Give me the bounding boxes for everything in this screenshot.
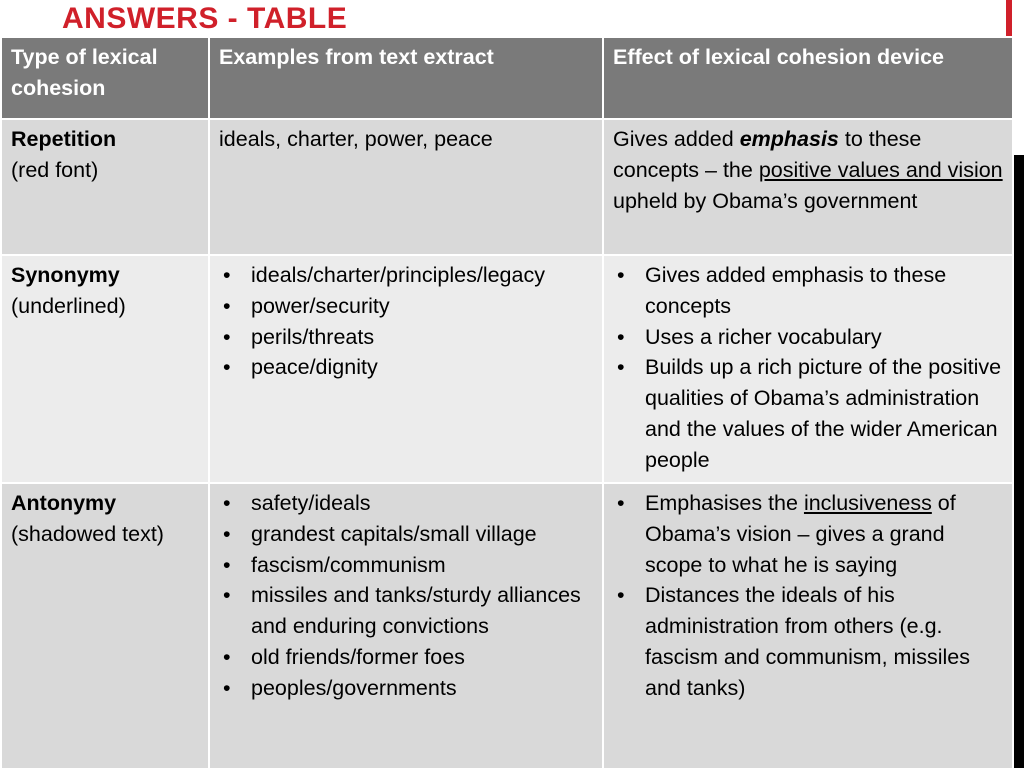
effect-text: Gives added xyxy=(613,127,740,151)
effect-text: Emphasises the xyxy=(645,491,804,515)
cell-effect-synonymy xyxy=(603,255,1013,483)
effect-text: to these concepts – the xyxy=(613,127,922,182)
list-item: • Uses a richer vocabulary xyxy=(613,322,1003,353)
type-name: Synonymy xyxy=(11,263,120,287)
type-note: (underlined) xyxy=(11,293,126,318)
cell-examples-synonymy xyxy=(209,255,603,483)
effects-list xyxy=(613,488,1003,704)
table-row-repetition xyxy=(1,119,1013,255)
effect-text: of Obama’s vision – gives a grand scope to what he is saying xyxy=(645,491,956,577)
lexical-cohesion-table xyxy=(0,36,1014,768)
list-item: • power/security xyxy=(219,291,593,322)
cell-type-antonymy xyxy=(1,483,209,768)
underlined-phrase: positive values and vision xyxy=(758,157,1003,182)
header-type: Type of lexical cohesion xyxy=(1,37,209,119)
list-item: • Distances the ideals of his administration from others (e.g. fascism and communism, missiles and tanks) xyxy=(613,580,1003,703)
type-name: Repetition xyxy=(11,127,117,151)
emphasis-word: emphasis xyxy=(739,127,839,151)
cell-examples-antonymy xyxy=(209,483,603,768)
cell-type-repetition xyxy=(1,119,209,255)
table-header-row xyxy=(1,37,1013,119)
list-item: • peace/dignity xyxy=(219,352,593,383)
examples-text: ideals, charter, power, peace xyxy=(219,127,493,151)
table-row-synonymy xyxy=(1,255,1013,483)
list-item: • Builds up a rich picture of the positive qualities of Obama’s administration and the values of the wider American people xyxy=(613,352,1003,475)
header-examples: Examples from text extract xyxy=(209,37,603,119)
page-title: ANSWERS - TABLE xyxy=(62,2,348,35)
examples-list xyxy=(219,488,593,704)
type-note: (shadowed text) xyxy=(11,521,164,546)
list-item xyxy=(613,488,1003,580)
list-item: • grandest capitals/small village xyxy=(219,519,593,550)
cell-effect-repetition xyxy=(603,119,1013,255)
underlined-phrase: inclusiveness xyxy=(803,491,932,515)
type-name: Antonymy xyxy=(11,491,117,515)
list-item: • missiles and tanks/sturdy alliances and enduring convictions xyxy=(219,580,593,642)
header-effect: Effect of lexical cohesion device xyxy=(603,37,1013,119)
effects-list xyxy=(613,260,1003,476)
cell-type-synonymy xyxy=(1,255,209,483)
list-item: • perils/threats xyxy=(219,322,593,353)
list-item: • fascism/communism xyxy=(219,550,593,581)
effect-text: upheld by Obama’s government xyxy=(613,188,918,213)
cell-examples-repetition xyxy=(209,119,603,255)
list-item: • Gives added emphasis to these concepts xyxy=(613,260,1003,322)
type-note: (red font) xyxy=(11,157,99,182)
list-item: • ideals/charter/principles/legacy xyxy=(219,260,593,291)
list-item: • peoples/governments xyxy=(219,673,593,704)
list-item: • safety/ideals xyxy=(219,488,593,519)
list-item: • old friends/former foes xyxy=(219,642,593,673)
table-row-antonymy xyxy=(1,483,1013,768)
cell-effect-antonymy xyxy=(603,483,1013,768)
examples-list xyxy=(219,260,593,383)
